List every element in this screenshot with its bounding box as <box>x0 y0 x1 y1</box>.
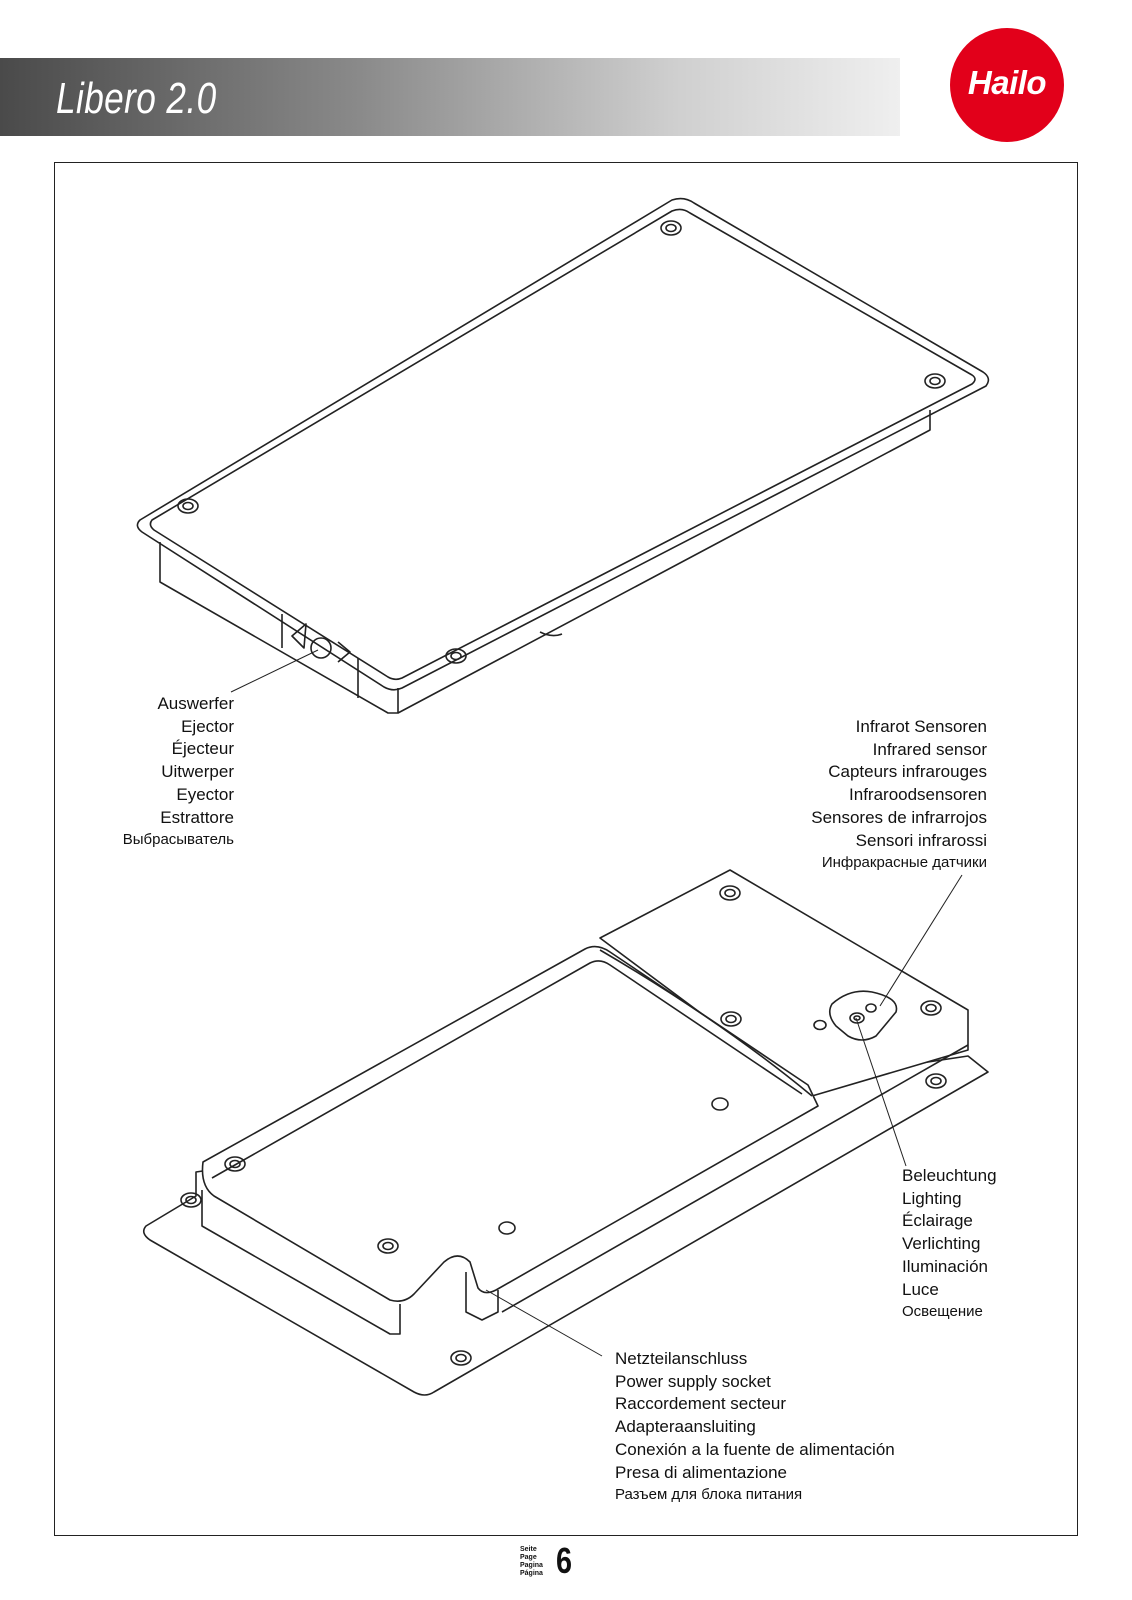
lower-device-illustration <box>144 870 988 1395</box>
label-es: Iluminación <box>902 1256 988 1276</box>
label-fr: Capteurs infrarouges <box>828 762 987 782</box>
label-fr: Éclairage <box>902 1211 973 1231</box>
label-es: Eyector <box>176 784 234 804</box>
label-nl: Infraroodsensoren <box>849 785 987 805</box>
label-es: Sensores de infrarrojos <box>811 807 987 827</box>
label-nl: Uitwerper <box>161 762 234 782</box>
logo-text: Hailo <box>967 64 1047 101</box>
label-en: Infrared sensor <box>872 739 987 759</box>
label-en: Lighting <box>902 1188 962 1208</box>
page-number: 6 <box>556 1540 573 1581</box>
page-word-en: Page <box>520 1554 537 1561</box>
label-it: Sensori infrarossi <box>855 830 987 850</box>
ejector-leader <box>231 650 318 692</box>
page-word-es: Página <box>520 1570 543 1577</box>
label-ru: Разъем для блока питания <box>615 1486 803 1504</box>
label-it: Estrattore <box>160 807 234 827</box>
label-en: Ejector <box>181 716 234 736</box>
label-ru: Инфракрасные датчики <box>821 854 987 872</box>
page-word-it: Pagina <box>520 1562 543 1569</box>
label-fr: Raccordement secteur <box>615 1394 787 1414</box>
label-de: Auswerfer <box>157 694 234 713</box>
lighting-labels <box>902 1165 997 1324</box>
ejector-labels <box>123 693 234 852</box>
label-en: Power supply socket <box>615 1371 771 1391</box>
label-ru: Освещение <box>902 1303 983 1321</box>
page-word-de: Seite <box>520 1546 537 1553</box>
label-de: Beleuchtung <box>902 1166 997 1185</box>
label-de: Netzteilanschluss <box>615 1349 748 1368</box>
label-fr: Éjecteur <box>171 739 234 759</box>
label-es: Conexión a la fuente de alimentación <box>615 1439 895 1459</box>
power-labels <box>615 1348 895 1507</box>
infrared-labels <box>811 716 987 875</box>
upper-device-illustration <box>137 199 988 713</box>
label-nl: Adapteraansluiting <box>615 1417 756 1437</box>
page-title: Libero 2.0 <box>56 74 217 123</box>
page-words <box>520 1546 543 1578</box>
label-it: Luce <box>902 1279 939 1299</box>
label-it: Presa di alimentazione <box>615 1462 787 1482</box>
label-ru: Выбрасыватель <box>122 831 234 849</box>
label-de: Infrarot Sensoren <box>855 717 987 736</box>
label-nl: Verlichting <box>902 1234 981 1254</box>
